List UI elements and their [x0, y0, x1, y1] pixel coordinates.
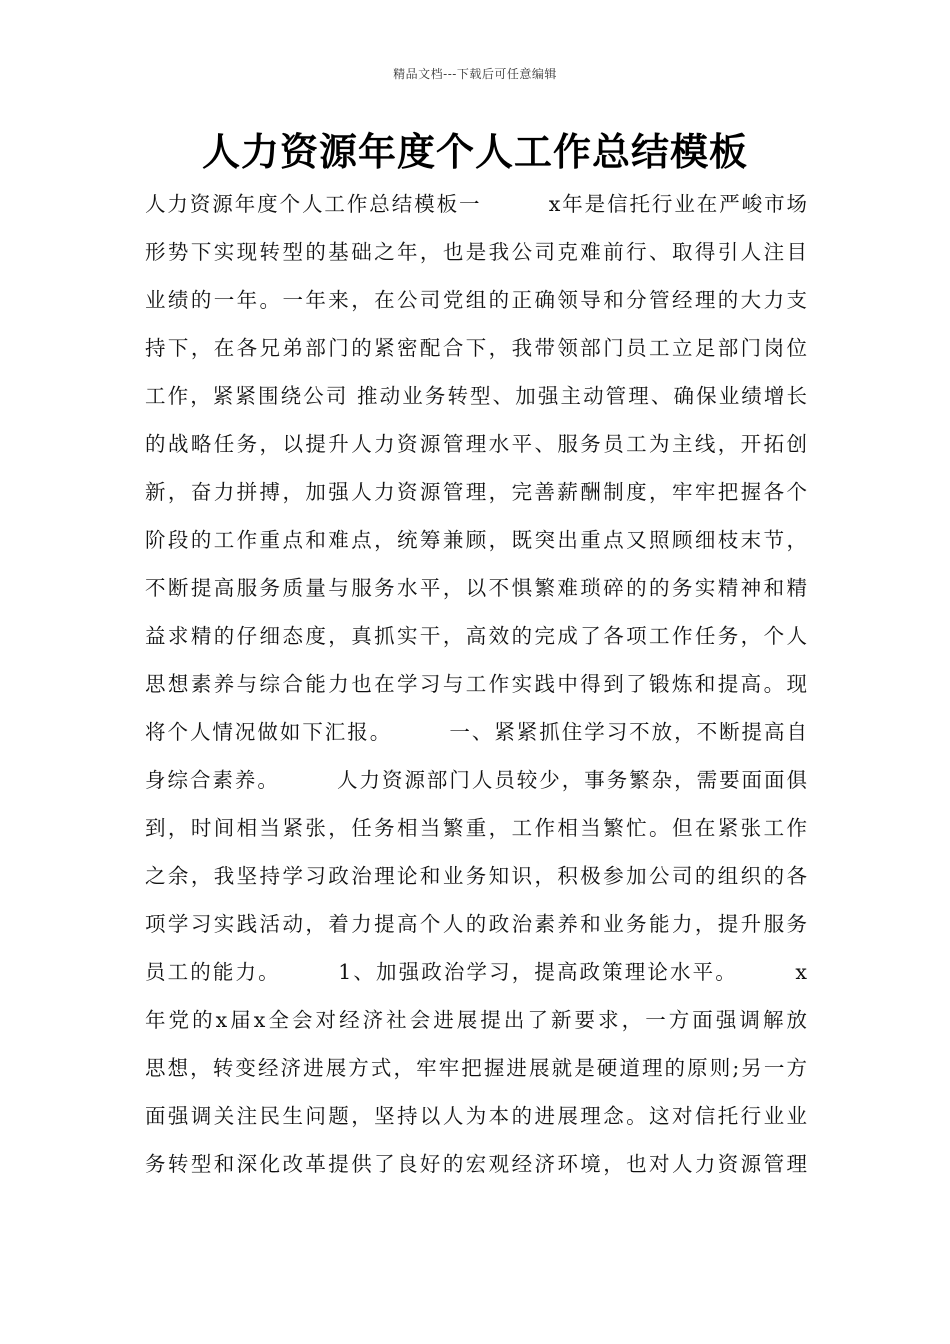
document-body — [145, 180, 807, 1188]
body-line: 面强调关注民生问题，坚持以人为本的进展理念。这对信托行业业 — [145, 1104, 807, 1128]
body-line: 新，奋力拼搏，加强人力资源管理，完善薪酬制度，牢牢把握各个 — [145, 480, 807, 504]
body-line: 益求精的仔细态度，真抓实干，高效的完成了各项工作任务，个人 — [145, 624, 807, 648]
body-line: 思想素养与综合能力也在学习与工作实践中得到了锻炼和提高。现 — [145, 672, 807, 696]
body-line: 形势下实现转型的基础之年，也是我公司克难前行、取得引人注目 — [145, 240, 807, 264]
body-line: 持下，在各兄弟部门的紧密配合下，我带领部门员工立足部门岗位 — [145, 336, 807, 360]
body-line: 工作，紧紧围绕公司 推动业务转型、加强主动管理、确保业绩增长 — [145, 384, 807, 408]
document-title: 人力资源年度个人工作总结模板 — [201, 129, 748, 174]
body-line: 的战略任务，以提升人力资源管理水平、服务员工为主线，开拓创 — [145, 432, 807, 456]
body-line: 到，时间相当紧张，任务相当繁重，工作相当繁忙。但在紧张工作 — [145, 816, 807, 840]
body-line: 人力资源年度个人工作总结模板一 x年是信托行业在严峻市场 — [145, 192, 807, 216]
body-line: 之余，我坚持学习政治理论和业务知识，积极参加公司的组织的各 — [145, 864, 807, 888]
body-line: 项学习实践活动，着力提高个人的政治素养和业务能力，提升服务 — [145, 912, 807, 936]
body-line: 不断提高服务质量与服务水平，以不惧繁难琐碎的的务实精神和精 — [145, 576, 807, 600]
body-line: 员工的能力。 1、加强政治学习，提高政策理论水平。 x — [145, 960, 807, 984]
body-line: 业绩的一年。一年来，在公司党组的正确领导和分管经理的大力支 — [145, 288, 807, 312]
body-line: 务转型和深化改革提供了良好的宏观经济环境，也对人力资源管理 — [145, 1152, 807, 1176]
body-line: 身综合素养。 人力资源部门人员较少，事务繁杂，需要面面俱 — [145, 768, 807, 792]
body-line: 思想，转变经济进展方式，牢牢把握进展就是硬道理的原则;另一方 — [145, 1056, 807, 1080]
page-header: 精品文档---下载后可任意编辑 — [393, 67, 557, 81]
body-line: 阶段的工作重点和难点，统筹兼顾，既突出重点又照顾细枝末节， — [145, 528, 807, 552]
body-line: 年党的x届x全会对经济社会进展提出了新要求，一方面强调解放 — [145, 1008, 807, 1032]
body-line: 将个人情况做如下汇报。 一、紧紧抓住学习不放，不断提高自 — [145, 720, 807, 744]
